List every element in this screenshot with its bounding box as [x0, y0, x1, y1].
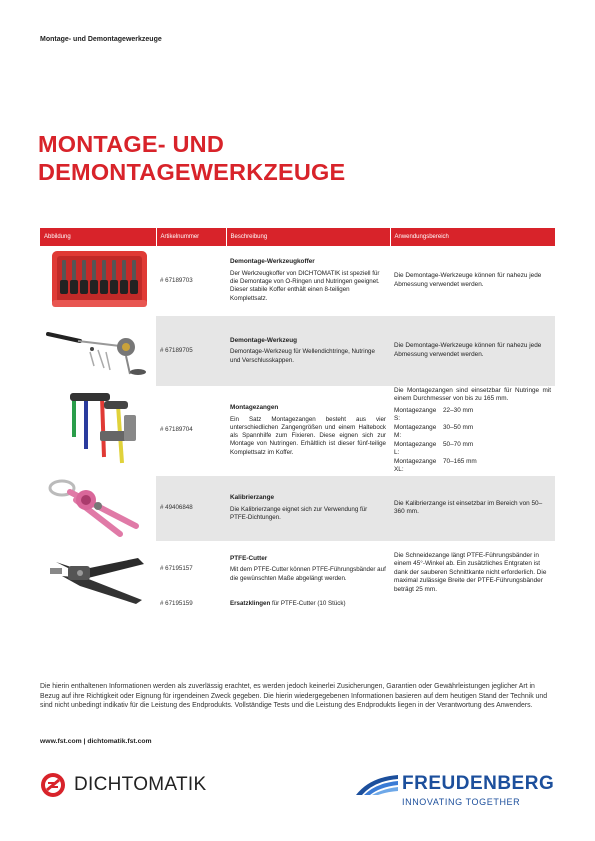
size-name: Montagezange L:: [394, 440, 437, 457]
article-number: # 67189705: [156, 316, 226, 386]
title-line-1: MONTAGE- UND: [38, 131, 225, 157]
tool-case-image: [40, 246, 156, 316]
application-text: Die Demontage-Werkzeuge können für nahezu jede Abmessung verwendet werden.: [390, 316, 555, 386]
column-header-description: Beschreibung: [226, 228, 390, 246]
freudenberg-wordmark: FREUDENBERG: [402, 773, 555, 794]
product-title: Demontage-Werkzeugkoffer: [230, 258, 315, 266]
table-header-row: [40, 228, 555, 246]
article-number: # 67195157: [156, 541, 226, 596]
dichtomatik-logo: [40, 772, 206, 798]
product-title: Demontage-Werkzeug: [230, 337, 297, 344]
product-text: Ein Satz Montagezangen besteht aus vier unterschiedlichen Zangengrößen und einem Haltebock als Spannhilfe zum Fixieren. Diese eignen sich zur Montage von Nutringen. Erhältlich ist dieser fünf-teilige Komplettsatz im Koffer.: [230, 415, 386, 456]
calibration-pliers-image: [40, 475, 156, 541]
product-text: für PTFE-Cutter (10 Stück): [270, 600, 346, 608]
column-header-application: Anwendungsbereich: [390, 228, 555, 246]
table-row: [40, 541, 555, 596]
tool-case-icon: [40, 246, 156, 312]
table-row: [40, 386, 555, 475]
product-description: [226, 316, 390, 386]
product-title: Kalibrierzange: [230, 494, 275, 502]
dichtomatik-wordmark: DICHTOMATIK: [74, 774, 207, 795]
article-number: # 49406848: [156, 475, 226, 541]
product-table: [40, 228, 555, 612]
removal-tool-image: [40, 316, 156, 386]
size-list: [394, 407, 551, 475]
page-title: [38, 130, 345, 186]
assembly-pliers-image: [40, 386, 156, 475]
size-range: 30–50 mm: [443, 423, 474, 431]
product-title: Ersatzklingen: [230, 600, 271, 608]
website-links[interactable]: www.fst.com | dichtomatik.fst.com: [40, 738, 152, 745]
product-text: Mit dem PTFE-Cutter können PTFE-Führungsbänder auf die gewünschten Maße abgelängt werden.: [230, 566, 386, 582]
freudenberg-logo-icon: [356, 775, 398, 795]
dichtomatik-logo-icon: [40, 772, 66, 798]
article-number: # 67195159: [156, 597, 226, 612]
column-header-article: Artikelnummer: [156, 228, 226, 246]
size-range: 22–30 mm: [443, 406, 474, 414]
size-range: 50–70 mm: [443, 440, 474, 448]
size-range: 70–165 mm: [443, 457, 477, 465]
application-text: Die Montagezangen sind einsetzbar für Nutringe mit einem Durchmesser von bis zu 165 mm.: [394, 386, 551, 403]
ptfe-cutter-image: [40, 541, 156, 611]
size-name: Montagezange S:: [394, 406, 437, 423]
header-label: Montage- und Demontagewerkzeuge: [40, 36, 162, 43]
calibration-pliers-icon: [40, 476, 156, 538]
application-cell: [390, 386, 555, 475]
application-text: Die Schneidezange längt PTFE-Führungsbänder in einem 45°-Winkel ab. Ein zusätzliches Entgraten ist dank der sauberen Schnittkante nicht erforderlich. Die maximal zulässige Breite der PTFE-Führungsbänder beträgt 25 mm.: [390, 541, 555, 611]
table-row: [40, 316, 555, 386]
article-number: # 67189704: [156, 386, 226, 475]
product-title: PTFE-Cutter: [230, 555, 268, 563]
table-row: [40, 246, 555, 316]
product-text: Der Werkzeugkoffer von DICHTOMATIK ist speziell für die Demontage von O-Ringen und Nutringen geeignet. Dieser stabile Koffer enthält einen 8-teiligen Komplettsatz.: [230, 269, 380, 302]
column-header-image: Abbildung: [40, 228, 156, 246]
product-description: [226, 475, 390, 541]
application-text: Die Demontage-Werkzeuge können für nahezu jede Abmessung verwendet werden.: [390, 246, 555, 316]
freudenberg-tagline: INNOVATING TOGETHER: [402, 797, 521, 807]
product-description: [226, 541, 390, 596]
size-name: Montagezange M:: [394, 423, 437, 440]
removal-tool-icon: [40, 316, 156, 382]
application-text: Die Kalibrierzange ist einsetzbar im Bereich von 50–360 mm.: [390, 475, 555, 541]
product-text: Die Kalibrierzange eignet sich zur Verwendung für PTFE-Dichtungen.: [230, 505, 368, 521]
title-line-2: DEMONTAGEWERKZEUGE: [38, 159, 346, 185]
product-description: [226, 386, 390, 475]
product-description: [226, 246, 390, 316]
product-title: Montagezangen: [230, 404, 279, 412]
assembly-pliers-icon: [40, 387, 156, 471]
article-number: # 67189703: [156, 246, 226, 316]
disclaimer-text: Die hierin enthaltenen Informationen werden als zuverlässig erachtet, es werden jedoch keinerlei Zusicherungen, Garantien oder Gewährleistungen jeglicher Art in Bezug auf ihre Richtigkeit oder Eignung für irgendeinen Zweck gegeben. Die hierin wiedergegebenen Informationen basieren auf dem heutigen Stand der Technik und sind nicht unbedingt indikativ für die Leistung des Endprodukts. Vollständige Tests und die Leistung des Endprodukts liegen in der Verantwortung des Anwenders.: [40, 683, 548, 710]
size-name: Montagezange XL:: [394, 457, 437, 474]
table-row: [40, 475, 555, 541]
product-text: Demontage-Werkzeug für Wellendichtringe, Nutringe und Verschlusskappen.: [230, 348, 375, 364]
product-description: [226, 597, 390, 612]
ptfe-cutter-icon: [40, 542, 156, 608]
